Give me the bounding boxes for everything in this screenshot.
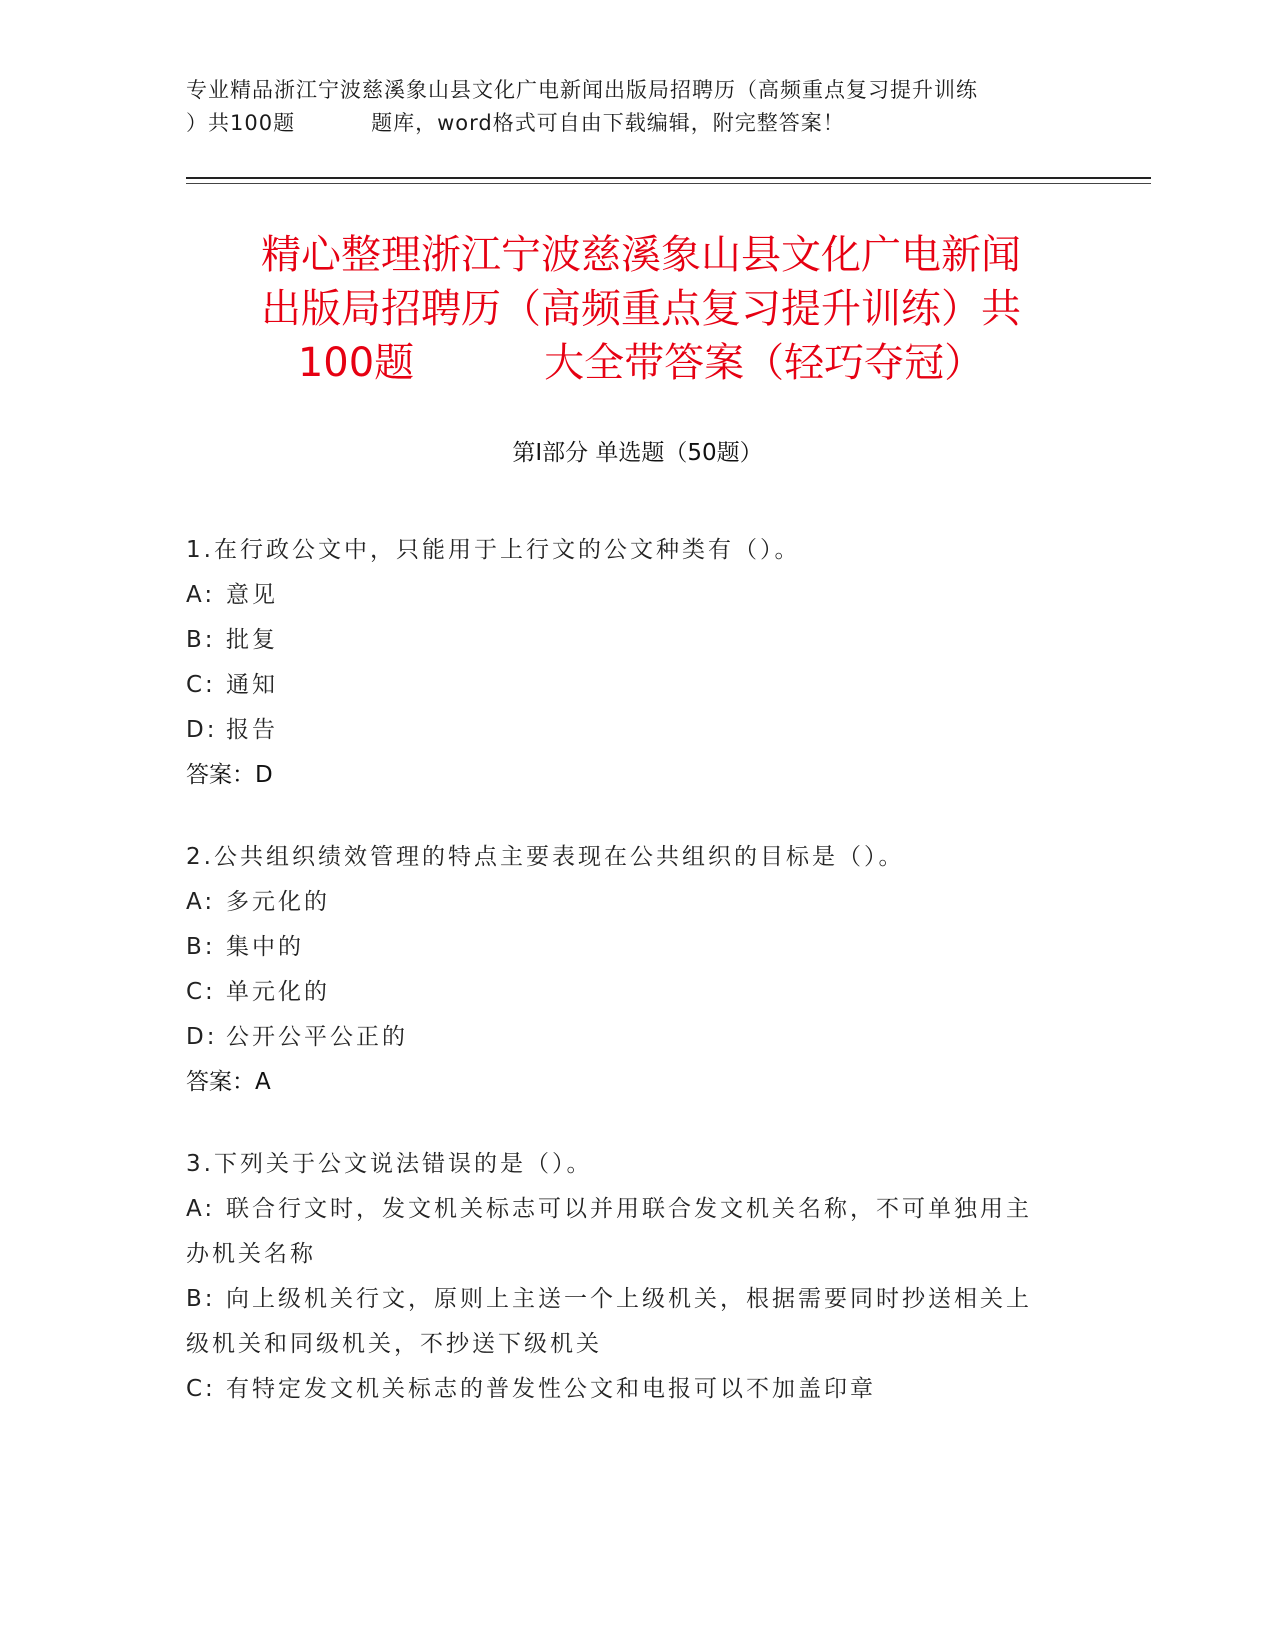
- header-note-count: ）共100题: [186, 111, 296, 135]
- option-text: 意见: [226, 582, 278, 608]
- option-c: [186, 663, 1086, 708]
- title-line-1: 精心整理浙江宁波慈溪象山县文化广电新闻: [261, 232, 1021, 278]
- option-text: 有特定发文机关标志的普发性公文和电报可以不加盖印章: [226, 1376, 876, 1402]
- header-divider-thin: [186, 183, 1151, 184]
- header-note: [186, 74, 1096, 140]
- option-label: A:: [186, 582, 216, 608]
- answer: 答案：D: [186, 762, 273, 788]
- option-label: C:: [186, 672, 216, 698]
- option-c: [186, 970, 1086, 1015]
- question-stem: 2.公共组织绩效管理的特点主要表现在公共组织的目标是（）。: [186, 844, 905, 870]
- option-label: C:: [186, 979, 216, 1005]
- option-label: A:: [186, 1196, 216, 1222]
- option-d: [186, 708, 1086, 753]
- section-title: 第Ⅰ部分 单选题（50题）: [512, 440, 763, 466]
- option-b: [186, 925, 1086, 970]
- question-3: [186, 1142, 1086, 1412]
- document-title: [186, 228, 1096, 390]
- question-stem: 3.下列关于公文说法错误的是（）。: [186, 1151, 593, 1177]
- option-text: 向上级机关行文，原则上主送一个上级机关，根据需要同时抄送相关上级机关和同级机关，不抄送下级机关: [186, 1286, 1032, 1357]
- option-text: 通知: [226, 672, 278, 698]
- option-label: A:: [186, 889, 216, 915]
- option-label: D:: [186, 1024, 218, 1050]
- option-a: [186, 573, 1086, 618]
- option-label: C:: [186, 1376, 216, 1402]
- option-text: 报告: [226, 717, 278, 743]
- option-text: 联合行文时，发文机关标志可以并用联合发文机关名称，不可单独用主办机关名称: [186, 1196, 1032, 1267]
- option-a: [186, 1187, 1046, 1277]
- header-note-line-2: [186, 107, 1096, 140]
- question-1: [186, 528, 1086, 798]
- option-text: 集中的: [226, 934, 304, 960]
- option-text: 多元化的: [226, 889, 330, 915]
- option-label: D:: [186, 717, 218, 743]
- option-b: [186, 618, 1086, 663]
- option-label: B:: [186, 934, 216, 960]
- option-label: B:: [186, 1286, 216, 1312]
- option-text: 单元化的: [226, 979, 330, 1005]
- option-d: [186, 1015, 1086, 1060]
- question-list: [186, 528, 1086, 1449]
- title-line-3: [186, 336, 1096, 390]
- title-count: 100题: [297, 340, 415, 386]
- header-note-desc: 题库，word格式可自由下载编辑，附完整答案！: [371, 111, 845, 135]
- answer: 答案：A: [186, 1069, 271, 1095]
- option-b: [186, 1277, 1046, 1367]
- header-divider-thick: [186, 177, 1151, 179]
- question-stem: 1.在行政公文中，只能用于上行文的公文种类有（）。: [186, 537, 801, 563]
- option-label: B:: [186, 627, 216, 653]
- option-c: [186, 1367, 1046, 1412]
- header-note-line-1: 专业精品浙江宁波慈溪象山县文化广电新闻出版局招聘历（高频重点复习提升训练: [186, 78, 978, 102]
- title-line-2: 出版局招聘历（高频重点复习提升训练）共: [261, 286, 1021, 332]
- option-text: 公开公平公正的: [226, 1024, 408, 1050]
- option-text: 批复: [226, 627, 278, 653]
- question-2: [186, 835, 1086, 1105]
- title-suffix: 大全带答案（轻巧夺冠）: [544, 340, 985, 386]
- option-a: [186, 880, 1086, 925]
